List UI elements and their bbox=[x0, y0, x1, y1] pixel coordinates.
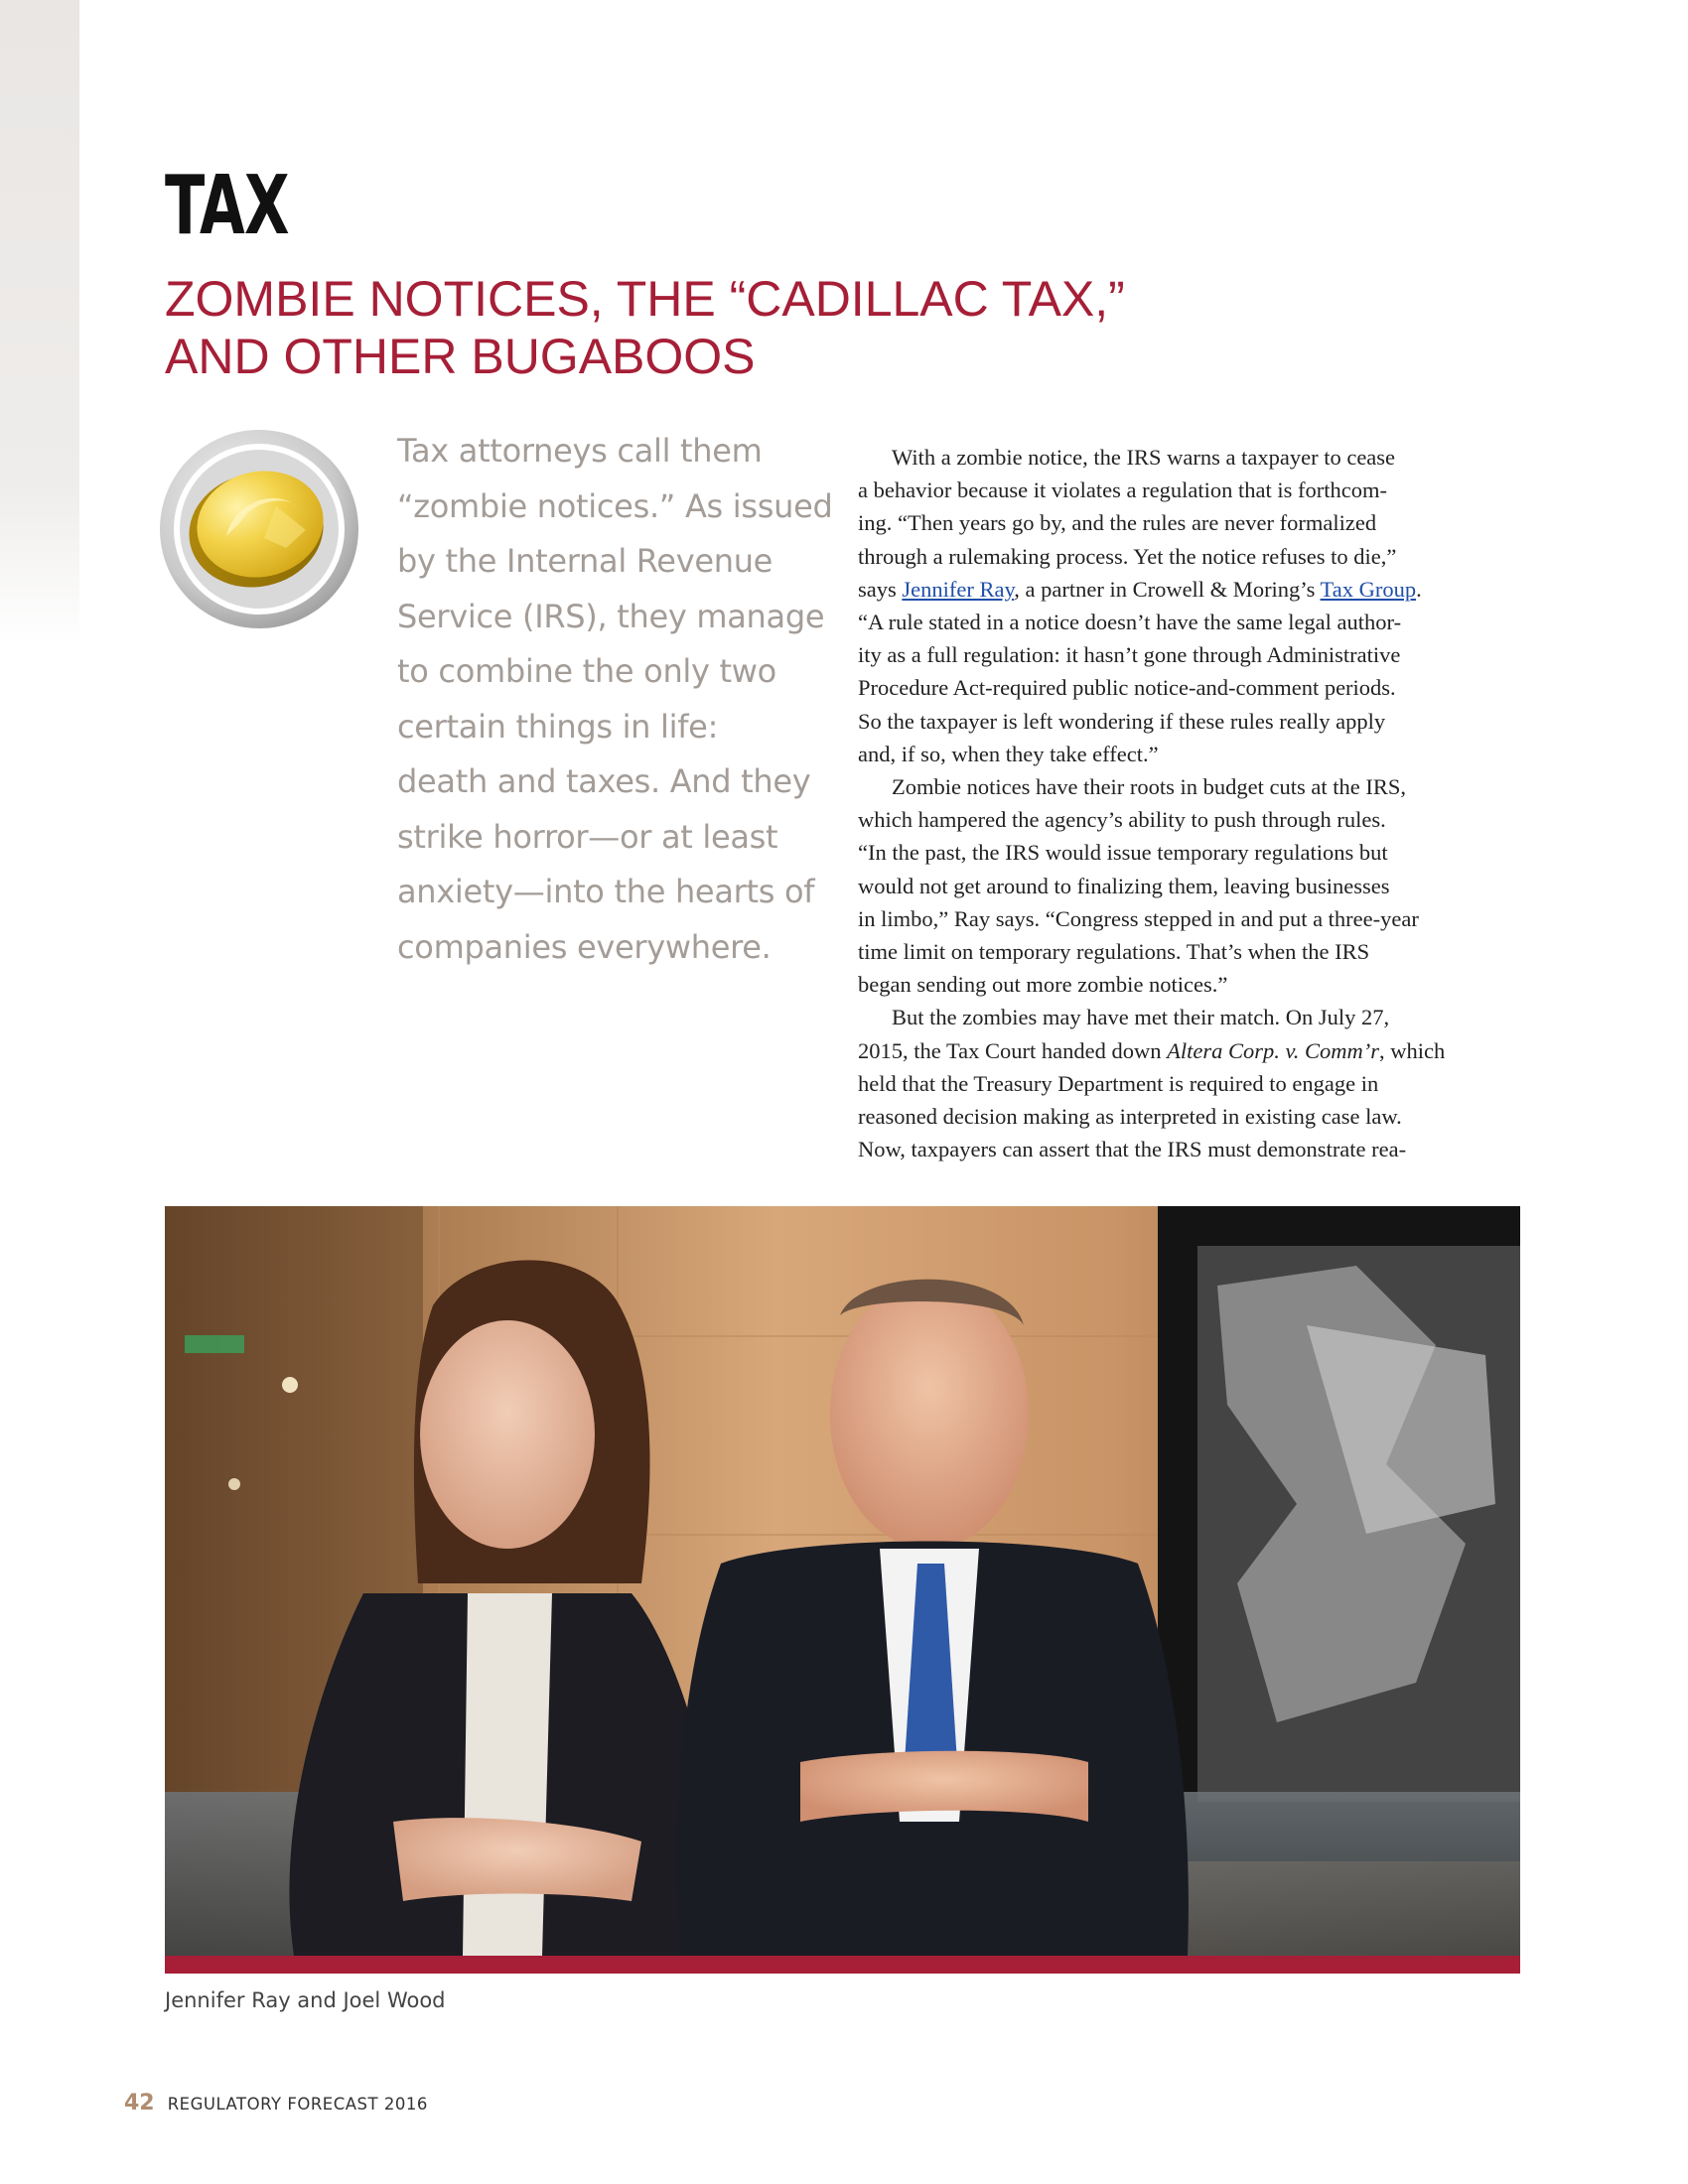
article-headline bbox=[165, 270, 1257, 385]
body-line: ing. “Then years go by, and the rules are never formalized bbox=[858, 510, 1377, 536]
body-line: ity as a full regulation: it hasn’t gone through Administrative bbox=[858, 642, 1401, 668]
pull-quote-line: Service (IRS), they manage bbox=[397, 597, 825, 635]
pull-quote-line: to combine the only two bbox=[397, 652, 776, 690]
pull-quote-line: certain things in life: bbox=[397, 707, 719, 746]
body-line: “In the past, the IRS would issue temporary regulations but bbox=[858, 840, 1388, 866]
page-number: 42 bbox=[124, 2091, 155, 2116]
article-body bbox=[858, 441, 1533, 1165]
headline-line-1: ZOMBIE NOTICES, THE “CADILLAC TAX,” bbox=[165, 271, 1125, 327]
body-line: But the zombies may have met their match. On July 27, bbox=[892, 1005, 1390, 1030]
body-line: reasoned decision making as interpreted in existing case law. bbox=[858, 1104, 1402, 1130]
body-text: says bbox=[858, 576, 903, 602]
body-text: 2015, the Tax Court handed down bbox=[858, 1037, 1168, 1063]
tax-group-link[interactable]: Tax Group bbox=[1320, 576, 1417, 602]
body-line: With a zombie notice, the IRS warns a taxpayer to cease bbox=[892, 445, 1396, 470]
portrait-photo bbox=[165, 1206, 1520, 1956]
side-decor-strip bbox=[0, 0, 79, 645]
section-title: TAX bbox=[165, 159, 289, 253]
photo-accent-bar bbox=[165, 1956, 1520, 1974]
jennifer-ray-link[interactable]: Jennifer Ray bbox=[902, 576, 1015, 602]
case-name: Altera Corp. v. Comm’r bbox=[1167, 1037, 1380, 1063]
body-line: Zombie notices have their roots in budget cuts at the IRS, bbox=[892, 774, 1407, 800]
pull-quote bbox=[397, 424, 834, 975]
body-line: a behavior because it violates a regulation that is forthcom- bbox=[858, 478, 1387, 503]
publication-name: REGULATORY FORECAST 2016 bbox=[167, 2095, 428, 2114]
body-text: , which bbox=[1379, 1037, 1446, 1063]
photo-caption: Jennifer Ray and Joel Wood bbox=[165, 1988, 446, 2012]
pull-quote-line: by the Internal Revenue bbox=[397, 542, 774, 580]
body-line: in limbo,” Ray says. “Congress stepped in and put a three-year bbox=[858, 905, 1419, 931]
body-line: which hampered the agency’s ability to push through rules. bbox=[858, 807, 1386, 833]
pull-quote-line: anxiety—into the hearts of bbox=[397, 873, 815, 910]
body-line: Procedure Act-required public notice-and-comment periods. bbox=[858, 675, 1396, 701]
headline-line-2: AND OTHER BUGABOOS bbox=[165, 329, 756, 384]
body-line: began sending out more zombie notices.” bbox=[858, 972, 1228, 998]
pull-quote-line: death and taxes. And they bbox=[397, 762, 811, 800]
body-line bbox=[858, 573, 1533, 606]
gold-coin-icon bbox=[157, 427, 361, 631]
body-line: would not get around to finalizing them, leaving businesses bbox=[858, 873, 1390, 898]
body-line bbox=[858, 1034, 1533, 1067]
body-line: through a rulemaking process. Yet the notice refuses to die,” bbox=[858, 543, 1397, 569]
body-line: and, if so, when they take effect.” bbox=[858, 741, 1159, 766]
body-text: . bbox=[1416, 576, 1422, 602]
pull-quote-line: companies everywhere. bbox=[397, 927, 772, 966]
page-footer bbox=[124, 2091, 428, 2116]
body-line: “A rule stated in a notice doesn’t have the same legal author- bbox=[858, 610, 1402, 635]
body-line: time limit on temporary regulations. That’s when the IRS bbox=[858, 939, 1370, 965]
pull-quote-line: Tax attorneys call them bbox=[397, 432, 763, 470]
pull-quote-line: “zombie notices.” As issued bbox=[397, 486, 833, 525]
pull-quote-line: strike horror—or at least bbox=[397, 817, 778, 856]
body-line: held that the Treasury Department is required to engage in bbox=[858, 1070, 1379, 1096]
body-text: , a partner in Crowell & Moring’s bbox=[1014, 576, 1321, 602]
body-line: Now, taxpayers can assert that the IRS must demonstrate rea- bbox=[858, 1137, 1407, 1162]
body-line: So the taxpayer is left wondering if these rules really apply bbox=[858, 708, 1386, 734]
